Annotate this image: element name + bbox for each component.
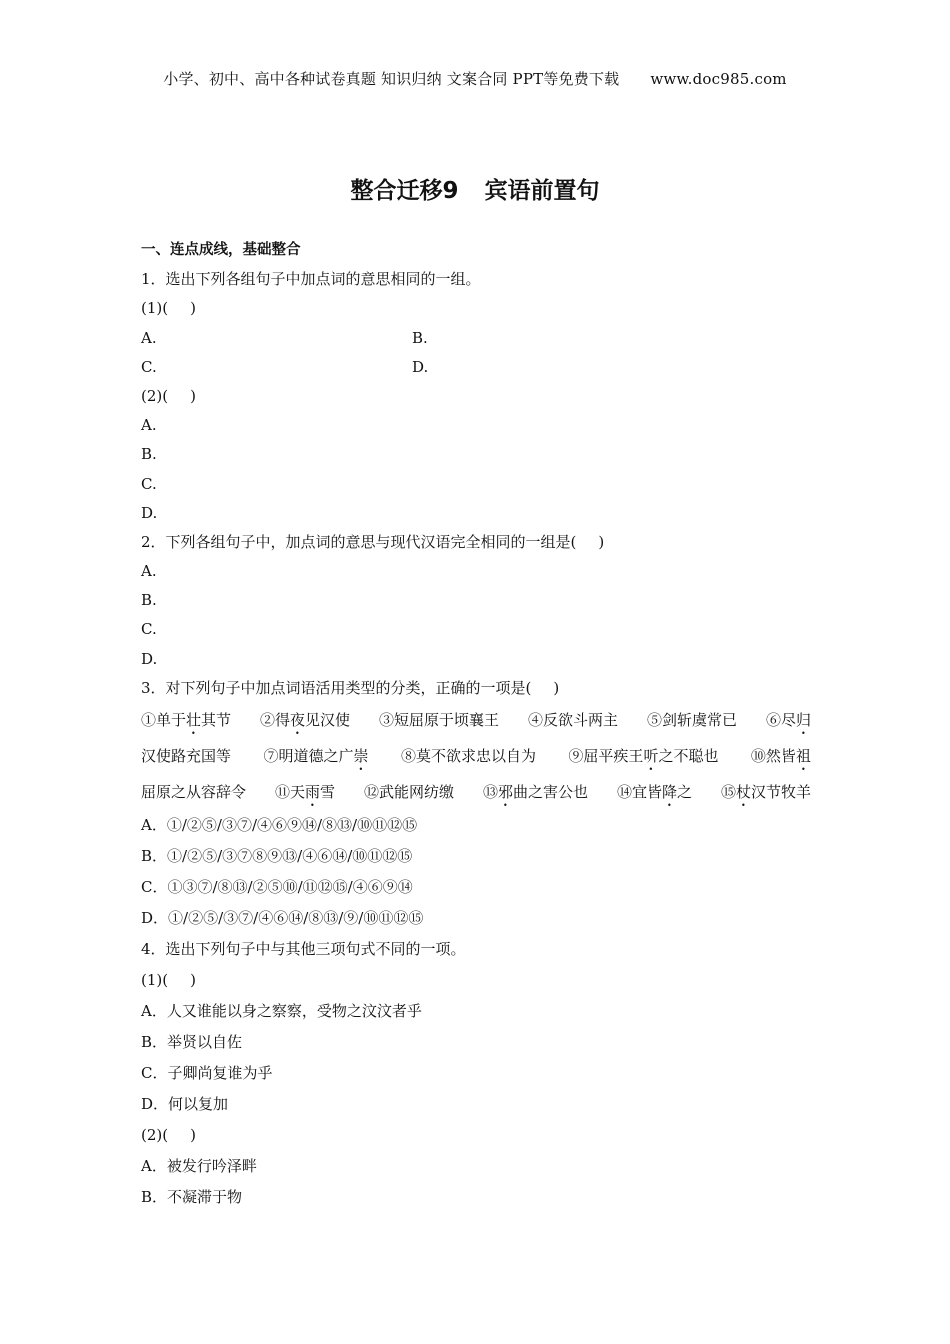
dotted-word: 雨 xyxy=(304,782,320,801)
dotted-word: 夜 xyxy=(290,711,306,729)
exercise-content xyxy=(141,236,811,1213)
q1-sub1-row2 xyxy=(141,353,811,382)
option-label: C. xyxy=(141,620,157,639)
q3-option-b: B．①/②⑤/③⑦⑧⑨⑬/④⑥⑭/⑩⑪⑫⑮ xyxy=(141,847,413,866)
q4-sub1-option-d: D．何以复加 xyxy=(141,1095,229,1114)
option-label: B. xyxy=(141,445,157,464)
q4-stem: 4．选出下列句子中与其他三项句式不同的一项。 xyxy=(141,940,466,959)
dotted-word: 崇 xyxy=(353,746,369,765)
option-label: D. xyxy=(412,357,429,376)
title-part2: 宾语前置句 xyxy=(484,178,600,204)
title-part1: 整合迁移9 xyxy=(350,178,459,204)
option-label: A. xyxy=(141,328,157,347)
q1-sub1: (1)( ) xyxy=(141,299,196,318)
q3-option-d: D．①/②⑤/③⑦/④⑥⑭/⑧⑬/⑨/⑩⑪⑫⑮ xyxy=(141,909,424,928)
q4-sub1-option-a: A．人又谁能以身之察察，受物之汶汶者乎 xyxy=(141,1002,422,1021)
header-text: 小学、初中、高中各种试卷真题 知识归纳 文案合同 PPT等免费下载 xyxy=(163,70,620,88)
option-label: D. xyxy=(141,649,158,668)
option-label: C. xyxy=(141,474,157,493)
page-header xyxy=(0,68,950,89)
q4-sub2-option-a: A．被发行吟泽畔 xyxy=(141,1157,257,1176)
dotted-word: 邪 xyxy=(497,782,513,801)
q3-option-a: A．①/②⑤/③⑦/④⑥⑨⑭/⑧⑬/⑩⑪⑫⑮ xyxy=(141,816,418,835)
q3-stem: 3．对下列句子中加点词语活用类型的分类，正确的一项是( ) xyxy=(141,678,560,697)
option-label: B. xyxy=(412,328,428,347)
option-label: B. xyxy=(141,591,157,610)
option-label: A. xyxy=(141,562,157,581)
q3-sentences-line2: 汉使路充国等 ⑦明道德之广崇 ⑧莫不欲求忠以自为 ⑨屈平疾王听之不聪也 ⑩然皆祖 xyxy=(141,746,811,765)
q4-sub1-option-c: C．子卿尚复谁为乎 xyxy=(141,1064,273,1083)
dotted-word: 杖 xyxy=(735,782,751,801)
option-label: D. xyxy=(141,503,158,522)
q3-sentences-line3: 屈原之从容辞令 ⑪天雨雪 ⑫武能网纺缴 ⑬邪曲之害公也 ⑭宜皆降之 ⑮杖汉节牧羊 xyxy=(141,782,811,801)
q1-sub2: (2)( ) xyxy=(141,386,196,405)
q1-sub1-row1 xyxy=(141,324,811,353)
dotted-word: 归 xyxy=(795,711,811,729)
dotted-word: 壮 xyxy=(186,711,202,729)
dotted-word: 听 xyxy=(643,746,659,765)
q4-sub2-option-b: B．不凝滞于物 xyxy=(141,1188,243,1207)
q3-sentences-line1: ①单于壮其节 ②得夜见汉使 ③短屈原于顷襄王 ④反欲斗两主 ⑤剑斩虞常已 ⑥尽归 xyxy=(141,711,811,729)
section-heading: 一、连点成线，基础整合 xyxy=(141,242,301,258)
q4-sub1: (1)( ) xyxy=(141,971,196,990)
q3-option-c: C．①③⑦/⑧⑬/②⑤⑩/⑪⑫⑮/④⑥⑨⑭ xyxy=(141,878,413,897)
header-site: www.doc985.com xyxy=(650,70,787,88)
q1-stem: 1．选出下列各组句子中加点词的意思相同的一组。 xyxy=(141,270,481,289)
q4-sub2: (2)( ) xyxy=(141,1126,196,1145)
dotted-word: 降 xyxy=(661,782,677,801)
option-label: C. xyxy=(141,357,157,376)
q2-stem: 2．下列各组句子中，加点词的意思与现代汉语完全相同的一组是( ) xyxy=(141,532,605,551)
q4-sub1-option-b: B．举贤以自佐 xyxy=(141,1033,243,1052)
option-label: A. xyxy=(141,416,157,435)
dotted-word: 祖 xyxy=(795,746,811,765)
page-title xyxy=(0,172,950,205)
